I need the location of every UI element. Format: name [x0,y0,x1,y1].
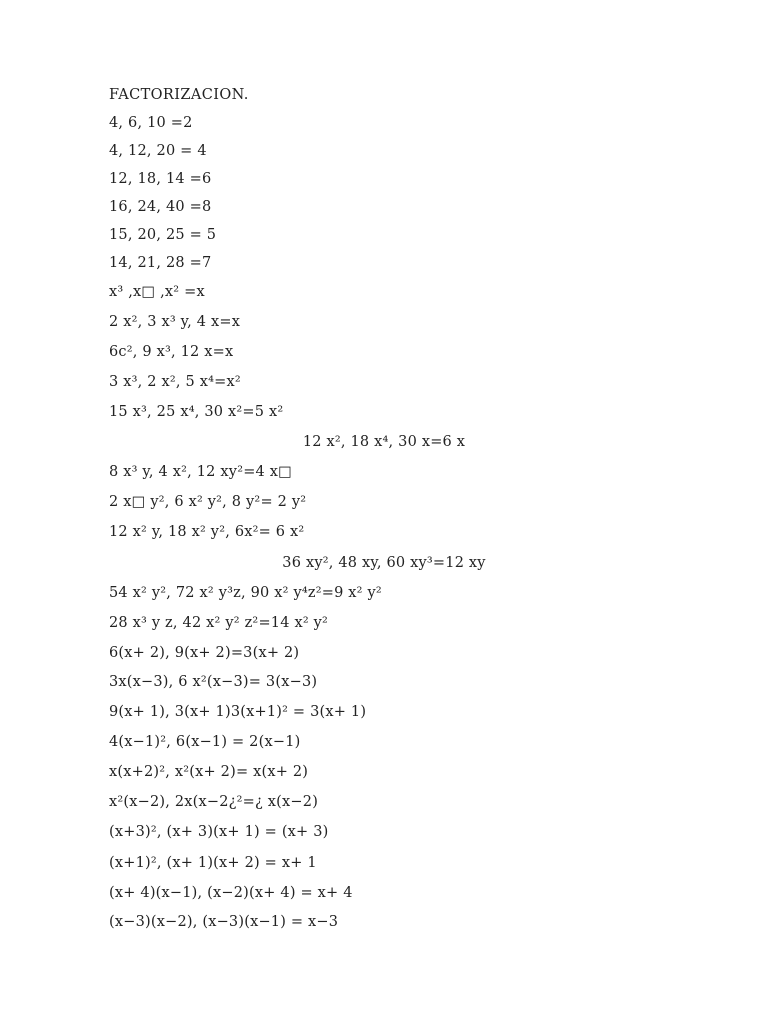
expr-line-13: 6(x+ 2), 9(x+ 2)=3(x+ 2) [109,645,300,661]
expr-line-8: 2 x□ y², 6 x² y², 8 y²= 2 y² [109,494,307,510]
expr-line-11: 54 x² y², 72 x² y³z, 90 x² y⁴z²=9 x² y² [109,585,382,601]
expr-line-22: (x−3)(x−2), (x−3)(x−1) = x−3 [109,914,339,930]
expr-line-1: x³ ,x□ ,x² =x [109,284,205,300]
expr-line-3: 6c², 9 x³, 12 x=x [109,344,234,360]
expr-line-18: x²(x−2), 2x(x−2¿²=¿ x(x−2) [109,794,319,810]
gcd-line-4: 16, 24, 40 =8 [109,199,212,215]
expr-line-14: 3x(x−3), 6 x²(x−3)= 3(x−3) [109,674,318,690]
expr-line-2: 2 x², 3 x³ y, 4 x=x [109,314,241,330]
gcd-line-6: 14, 21, 28 =7 [109,255,212,271]
gcd-line-3: 12, 18, 14 =6 [109,171,212,187]
expr-line-21: (x+ 4)(x−1), (x−2)(x+ 4) = x+ 4 [109,885,353,901]
expr-line-19: (x+3)², (x+ 3)(x+ 1) = (x+ 3) [109,824,329,840]
expr-line-15: 9(x+ 1), 3(x+ 1)3(x+1)² = 3(x+ 1) [109,704,367,720]
expr-line-7: 8 x³ y, 4 x², 12 xy²=4 x□ [109,464,293,480]
gcd-line-1: 4, 6, 10 =2 [109,115,193,131]
document-title: FACTORIZACION. [109,87,249,103]
expr-line-4: 3 x³, 2 x², 5 x⁴=x² [109,374,241,390]
expr-line-12: 28 x³ y z, 42 x² y² z²=14 x² y² [109,615,329,631]
expr-line-6-centered: 12 x², 18 x⁴, 30 x=6 x [302,434,466,450]
gcd-line-2: 4, 12, 20 = 4 [109,143,207,159]
expr-line-5: 15 x³, 25 x⁴, 30 x²=5 x² [109,404,284,420]
expr-line-10-centered: 36 xy², 48 xy, 60 xy³=12 xy [282,555,486,571]
expr-line-17: x(x+2)², x²(x+ 2)= x(x+ 2) [109,764,309,780]
expr-line-9: 12 x² y, 18 x² y², 6x²= 6 x² [109,524,305,540]
expr-line-16: 4(x−1)², 6(x−1) = 2(x−1) [109,734,301,750]
gcd-line-5: 15, 20, 25 = 5 [109,227,217,243]
expr-line-20: (x+1)², (x+ 1)(x+ 2) = x+ 1 [109,855,317,871]
